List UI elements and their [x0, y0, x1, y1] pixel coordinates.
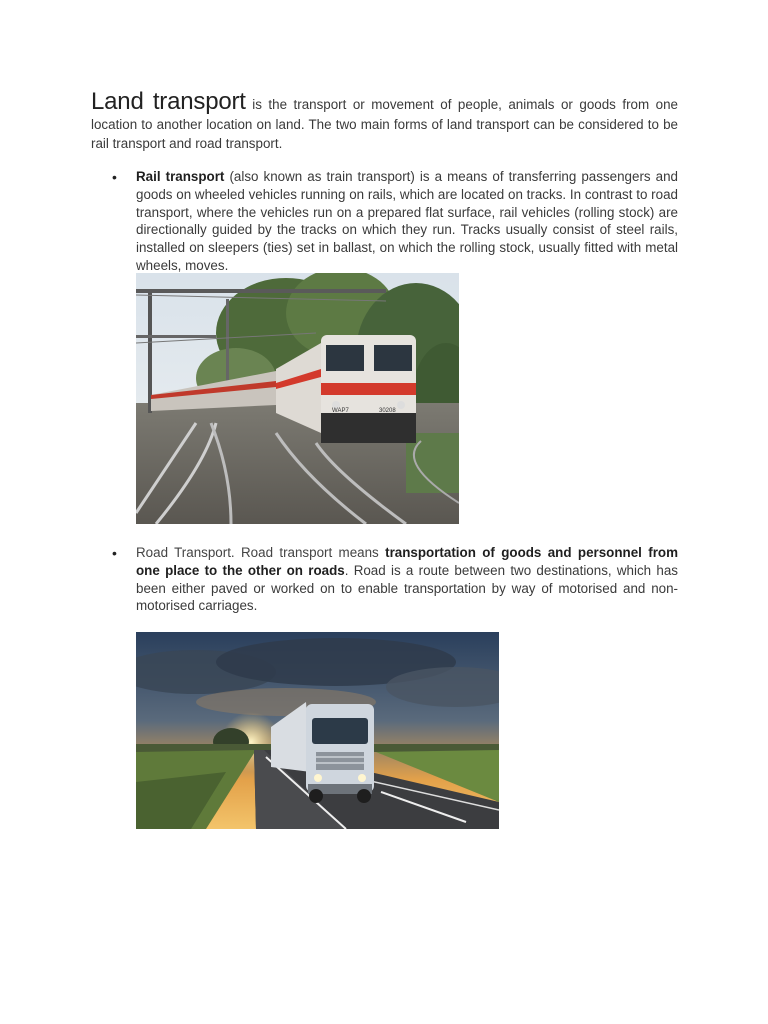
intro-paragraph: [91, 88, 678, 154]
locomotive-number: 30208: [379, 408, 396, 414]
rail-transport-term: Rail transport: [136, 169, 225, 184]
truck-photo: [136, 632, 499, 829]
intro-text: is the transport or movement of people, animals or goods from one location to another location on land. The two main forms of land transport can be considered to be rail transport and road transport.: [91, 97, 678, 151]
train-photo: [136, 273, 459, 524]
bullet-marker: •: [112, 545, 117, 561]
bullet-marker: •: [112, 169, 117, 185]
road-transport-text: . Road is a route between two destinations, which has been either paved or worked on to enable transportation by way of motorised and non-motorised carriages.: [136, 562, 678, 614]
locomotive-class-label: WAP7: [332, 408, 349, 414]
rail-transport-text: (also known as train transport) is a means of transferring passengers and goods on wheeled vehicles running on rails, which are located on tracks. In contrast to road transport, where the vehicles run on a prepared flat surface, rail vehicles (rolling stock) are directionally guided by the tracks on which they run. Tracks usually consist of steel rails, installed on sleepers (ties) set in ballast, on which the rolling stock, usually fitted with metal wheels, moves.: [136, 169, 678, 273]
road-transport-bullet: [136, 544, 678, 615]
road-transport-lead: Road Transport. Road transport means: [136, 545, 386, 560]
road-transport-definition: transportation of goods and personnel from one place to the other on roads: [136, 545, 678, 578]
land-transport-heading: Land transport: [91, 88, 246, 115]
rail-transport-bullet: [136, 168, 678, 275]
